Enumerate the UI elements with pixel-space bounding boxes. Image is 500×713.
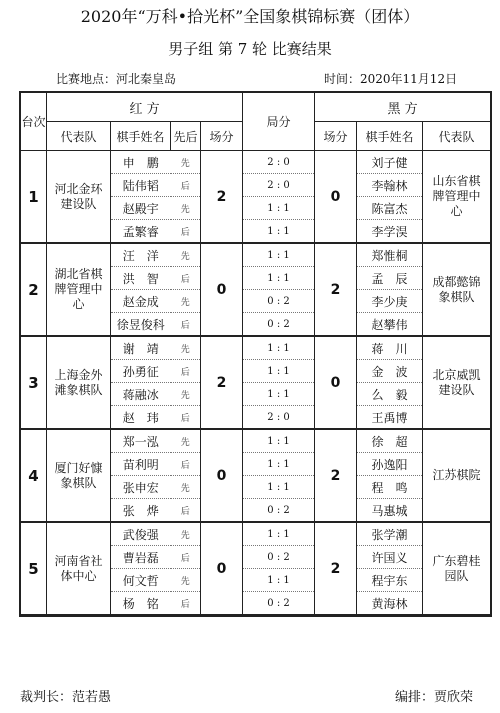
table-row [21, 336, 491, 360]
match-index: 1 [21, 151, 47, 244]
game-score: 0 : 2 [243, 313, 315, 337]
game-score: 1 : 1 [243, 267, 315, 290]
header-black: 黑 方 [315, 93, 491, 122]
black-player-name: 黄海林 [357, 592, 423, 616]
black-team-name: 山东省棋牌管理中心 [423, 151, 491, 244]
red-team-name: 厦门好慷象棋队 [47, 429, 111, 522]
red-player-name: 杨 铭 [111, 592, 171, 616]
game-score: 1 : 1 [243, 453, 315, 476]
board-order: 后 [171, 406, 201, 430]
black-team-name: 成都懿锦象棋队 [423, 243, 491, 336]
game-score: 1 : 1 [243, 476, 315, 499]
red-match-points: 0 [201, 243, 243, 336]
red-player-name: 武俊强 [111, 522, 171, 546]
board-order: 先 [171, 383, 201, 406]
game-score: 1 : 1 [243, 383, 315, 406]
game-score: 1 : 1 [243, 197, 315, 220]
editor-label: 编排：贾欣荣 [395, 690, 474, 705]
red-player-name: 张 烨 [111, 499, 171, 523]
match-index: 5 [21, 522, 47, 615]
black-player-name: 么 毅 [357, 383, 423, 406]
game-score: 1 : 1 [243, 336, 315, 360]
header-red: 红 方 [47, 93, 243, 122]
black-player-name: 郑惟桐 [357, 243, 423, 267]
black-match-points: 2 [315, 522, 357, 615]
red-player-name: 曹岩磊 [111, 546, 171, 569]
board-order: 后 [171, 174, 201, 197]
game-score: 2 : 0 [243, 151, 315, 174]
venue-label: 比赛地点：河北秦皇岛 [56, 72, 177, 86]
board-order: 后 [171, 546, 201, 569]
game-score: 1 : 1 [243, 360, 315, 383]
header-red-player: 棋手姓名 [111, 122, 171, 151]
referee-label: 裁判长：范若愚 [20, 690, 112, 705]
board-order: 后 [171, 499, 201, 523]
black-player-name: 张学潮 [357, 522, 423, 546]
black-player-name: 徐 超 [357, 429, 423, 453]
red-player-name: 谢 靖 [111, 336, 171, 360]
red-team-name: 河北金环建设队 [47, 151, 111, 244]
black-player-name: 刘子健 [357, 151, 423, 174]
game-score: 0 : 2 [243, 290, 315, 313]
black-player-name: 程 鸣 [357, 476, 423, 499]
board-order: 先 [171, 336, 201, 360]
header-index: 台次 [21, 93, 47, 151]
black-team-name: 江苏棋院 [423, 429, 491, 522]
board-order: 先 [171, 197, 201, 220]
game-score: 2 : 0 [243, 174, 315, 197]
black-player-name: 王禹博 [357, 406, 423, 430]
table-row [21, 151, 491, 174]
board-order: 后 [171, 220, 201, 244]
red-team-name: 上海金外滩象棋队 [47, 336, 111, 429]
board-order: 后 [171, 360, 201, 383]
header-black-player: 棋手姓名 [357, 122, 423, 151]
board-order: 先 [171, 290, 201, 313]
red-player-name: 徐昱俊科 [111, 313, 171, 337]
red-player-name: 陆伟韬 [111, 174, 171, 197]
black-player-name: 孟 辰 [357, 267, 423, 290]
red-player-name: 苗利明 [111, 453, 171, 476]
red-player-name: 洪 智 [111, 267, 171, 290]
board-order: 后 [171, 267, 201, 290]
board-order: 先 [171, 429, 201, 453]
black-player-name: 马惠城 [357, 499, 423, 523]
red-player-name: 张申宏 [111, 476, 171, 499]
board-order: 先 [171, 569, 201, 592]
table-row [21, 243, 491, 267]
red-match-points: 2 [201, 151, 243, 244]
red-team-name: 湖北省棋牌管理中心 [47, 243, 111, 336]
match-index: 2 [21, 243, 47, 336]
match-index: 4 [21, 429, 47, 522]
match-index: 3 [21, 336, 47, 429]
game-score: 1 : 1 [243, 522, 315, 546]
game-score: 0 : 2 [243, 546, 315, 569]
black-player-name: 孙逸阳 [357, 453, 423, 476]
black-team-name: 广东碧桂园队 [423, 522, 491, 615]
game-score: 0 : 2 [243, 592, 315, 616]
red-player-name: 孙勇征 [111, 360, 171, 383]
board-order: 后 [171, 453, 201, 476]
date-label: 时间：2020年11月12日 [324, 72, 458, 86]
page-title: 2020年“万科•拾光杯”全国象棋锦标赛（团体） [80, 7, 420, 26]
red-player-name: 郑一泓 [111, 429, 171, 453]
header-red-pts: 场分 [201, 122, 243, 151]
header-order: 先后 [171, 122, 201, 151]
game-score: 1 : 1 [243, 243, 315, 267]
red-match-points: 2 [201, 336, 243, 429]
game-score: 0 : 2 [243, 499, 315, 523]
black-player-name: 蒋 川 [357, 336, 423, 360]
header-red-team: 代表队 [47, 122, 111, 151]
game-score: 1 : 1 [243, 429, 315, 453]
red-team-name: 河南省社体中心 [47, 522, 111, 615]
black-player-name: 李学淏 [357, 220, 423, 244]
header-black-pts: 场分 [315, 122, 357, 151]
results-table [20, 92, 491, 616]
red-player-name: 蒋融冰 [111, 383, 171, 406]
black-player-name: 李翰林 [357, 174, 423, 197]
header-black-team: 代表队 [423, 122, 491, 151]
header-game-score: 局分 [243, 93, 315, 151]
red-match-points: 0 [201, 522, 243, 615]
red-player-name: 赵殿宇 [111, 197, 171, 220]
game-score: 1 : 1 [243, 569, 315, 592]
red-player-name: 孟繁睿 [111, 220, 171, 244]
black-player-name: 金 波 [357, 360, 423, 383]
black-match-points: 2 [315, 243, 357, 336]
black-player-name: 程宇东 [357, 569, 423, 592]
board-order: 先 [171, 522, 201, 546]
red-player-name: 申 鹏 [111, 151, 171, 174]
board-order: 先 [171, 476, 201, 499]
black-player-name: 李少庚 [357, 290, 423, 313]
red-player-name: 何文哲 [111, 569, 171, 592]
red-player-name: 汪 洋 [111, 243, 171, 267]
black-match-points: 0 [315, 151, 357, 244]
black-player-name: 赵攀伟 [357, 313, 423, 337]
table-row [21, 522, 491, 546]
red-player-name: 赵金成 [111, 290, 171, 313]
table-row [21, 429, 491, 453]
red-match-points: 0 [201, 429, 243, 522]
red-player-name: 赵 玮 [111, 406, 171, 430]
game-score: 1 : 1 [243, 220, 315, 244]
black-match-points: 0 [315, 336, 357, 429]
board-order: 先 [171, 151, 201, 174]
black-team-name: 北京威凯建设队 [423, 336, 491, 429]
black-match-points: 2 [315, 429, 357, 522]
board-order: 先 [171, 243, 201, 267]
page-subtitle: 男子组 第 7 轮 比赛结果 [168, 40, 332, 58]
board-order: 后 [171, 592, 201, 616]
black-player-name: 陈富杰 [357, 197, 423, 220]
game-score: 2 : 0 [243, 406, 315, 430]
board-order: 后 [171, 313, 201, 337]
black-player-name: 许国义 [357, 546, 423, 569]
